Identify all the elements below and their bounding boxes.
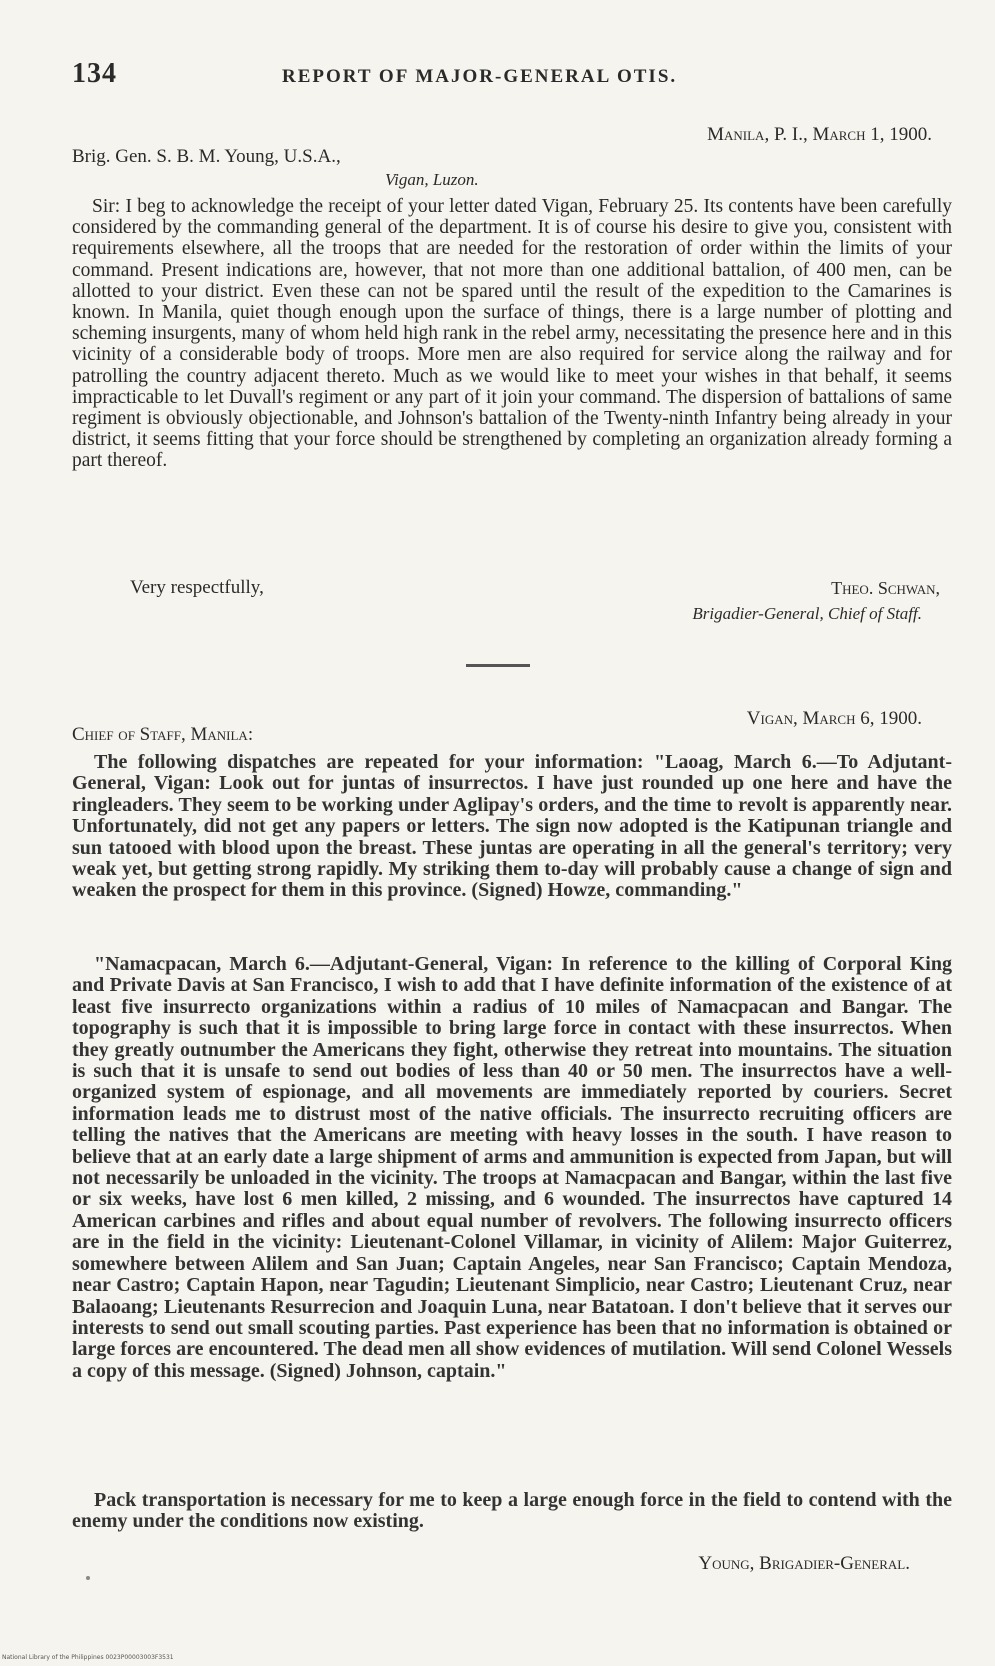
letter2-dateline: Vigan, March 6, 1900. xyxy=(746,708,922,729)
letter2-signature: Young, Brigadier-General. xyxy=(698,1553,910,1574)
letter1-signature-title: Brigadier-General, Chief of Staff. xyxy=(692,604,922,623)
letter1-addressee: Brig. Gen. S. B. M. Young, U.S.A., xyxy=(72,146,341,167)
letter2-dispatch-namacpacan: "Namacpacan, March 6.—Adjutant-General, Vigan: In reference to the killing of Corporal King and Private Davis at San Francisco, I wish to add that I have definite information of the existence of at least five insurrecto organizations within a radius of 10 miles of Namacpacan and Bangar. The topography is such that it is impossible to bring large force in contact with these insurrectos. When they greatly outnumber the Americans they fight, otherwise they retreat into mountains. The situation is such that it is unsafe to send out bodies of less than 40 or 50 men. The insurrectos have a well-organized system of espionage, and all movements are immediately reported by couriers. Secret information leads me to distrust most of the native officials. The insurrecto recruiting officers are telling the natives that the Americans are meeting with heavy losses in the south. I have reason to believe that at an early date a large shipment of arms and ammunition is expected from Japan, but will not necessarily be unloaded in the vicinity. The troops at Namacpacan and Bangar, within the last five or six weeks, have lost 6 men killed, 2 missing, and 6 wounded. The insurrectos have captured 14 American carbines and rifles and about equal number of revolvers. The following insurrecto officers are in the field in the vicinity: Lieutenant-Colonel Villamar, in vicinity of Alilem: Major Guiterrez, somewhere between Alilem and San Juan; Captain Angeles, near San Francisco; Captain Mendoza, near Castro; Captain Hapon, near Tagudin; Lieutenant Simplicio, near Castro; Lieutenant Cruz, near Balaoang; Lieutenants Resurrecion and Joaquin Luna, near Batatoan. I don't believe that it serves our interests to send out small scouting parties. Past experience has been that no information is obtained or large forces are encountered. The dead men all show evidences of mutilation. Will send Colonel Wessels a copy of this message. (Signed) Johnson, captain." xyxy=(72,953,952,1382)
section-divider xyxy=(466,664,530,667)
page-number: 134 xyxy=(72,58,117,89)
running-title: REPORT OF MAJOR-GENERAL OTIS. xyxy=(282,66,678,87)
letter2-addressee: Chief of Staff, Manila: xyxy=(72,724,254,745)
letter1-body: Sir: I beg to acknowledge the receipt of your letter dated Vigan, February 25. Its contents have been carefully considered by the commanding general of the department. It is of course his desire to give you, consistent with requirements elsewhere, all the troops that are needed for the restoration of order within the limits of your command. Present indications are, however, that not more than one additional battalion, of 400 men, can be allotted to your district. Even these can not be spared until the result of the expedition to the Camarines is known. In Manila, quiet though enough upon the surface of things, there is a large number of plotting and scheming insurgents, many of whom held high rank in the rebel army, necessitating the presence here and in this vicinity of a considerable body of troops. More men are also required for service along the railway and for patrolling the country adjacent thereto. Much as we would like to meet your wishes in that behalf, it seems impracticable to let Duvall's regiment or any part of it join your command. The dispersion of battalions of same regiment is obviously objectionable, and Johnson's battalion of the Twenty-ninth Infantry being already in your district, it seems fitting that your force should be strengthened by completing an organization already forming a part thereof. xyxy=(72,196,952,472)
page-header xyxy=(72,58,932,98)
archive-footer: National Library of the Philippines 0023P00003003F3531 xyxy=(2,1654,174,1661)
letter1-addressee-location: Vigan, Luzon. xyxy=(385,170,479,189)
letter1-dateline: Manila, P. I., March 1, 1900. xyxy=(707,124,932,145)
letter1-signature: Theo. Schwan, xyxy=(831,578,940,598)
letter2-dispatch-laoag: The following dispatches are repeated for your information: "Laoag, March 6.—To Adjutant-General, Vigan: Look out for juntas of insurrectos. I have just rounded up one here and have the ringleaders. They seem to be working under Aglipay's orders, and the time to revolt is apparently near. Unfortunately, did not get any papers or letters. The sign now adopted is the Katipunan triangle and sun tatooed with blood upon the breast. These juntas are operating in all the general's territory; very weak yet, but getting strong rapidly. My striking them to-day will probably cause a change of sign and weaken the prospect for them in this province. (Signed) Howze, commanding." xyxy=(72,751,952,902)
letter1-closing: Very respectfully, xyxy=(130,577,264,598)
paper-speck xyxy=(86,1576,90,1580)
letter2-final-paragraph: Pack transportation is necessary for me to keep a large enough force in the field to contend with the enemy under the conditions now existing. xyxy=(72,1489,952,1533)
